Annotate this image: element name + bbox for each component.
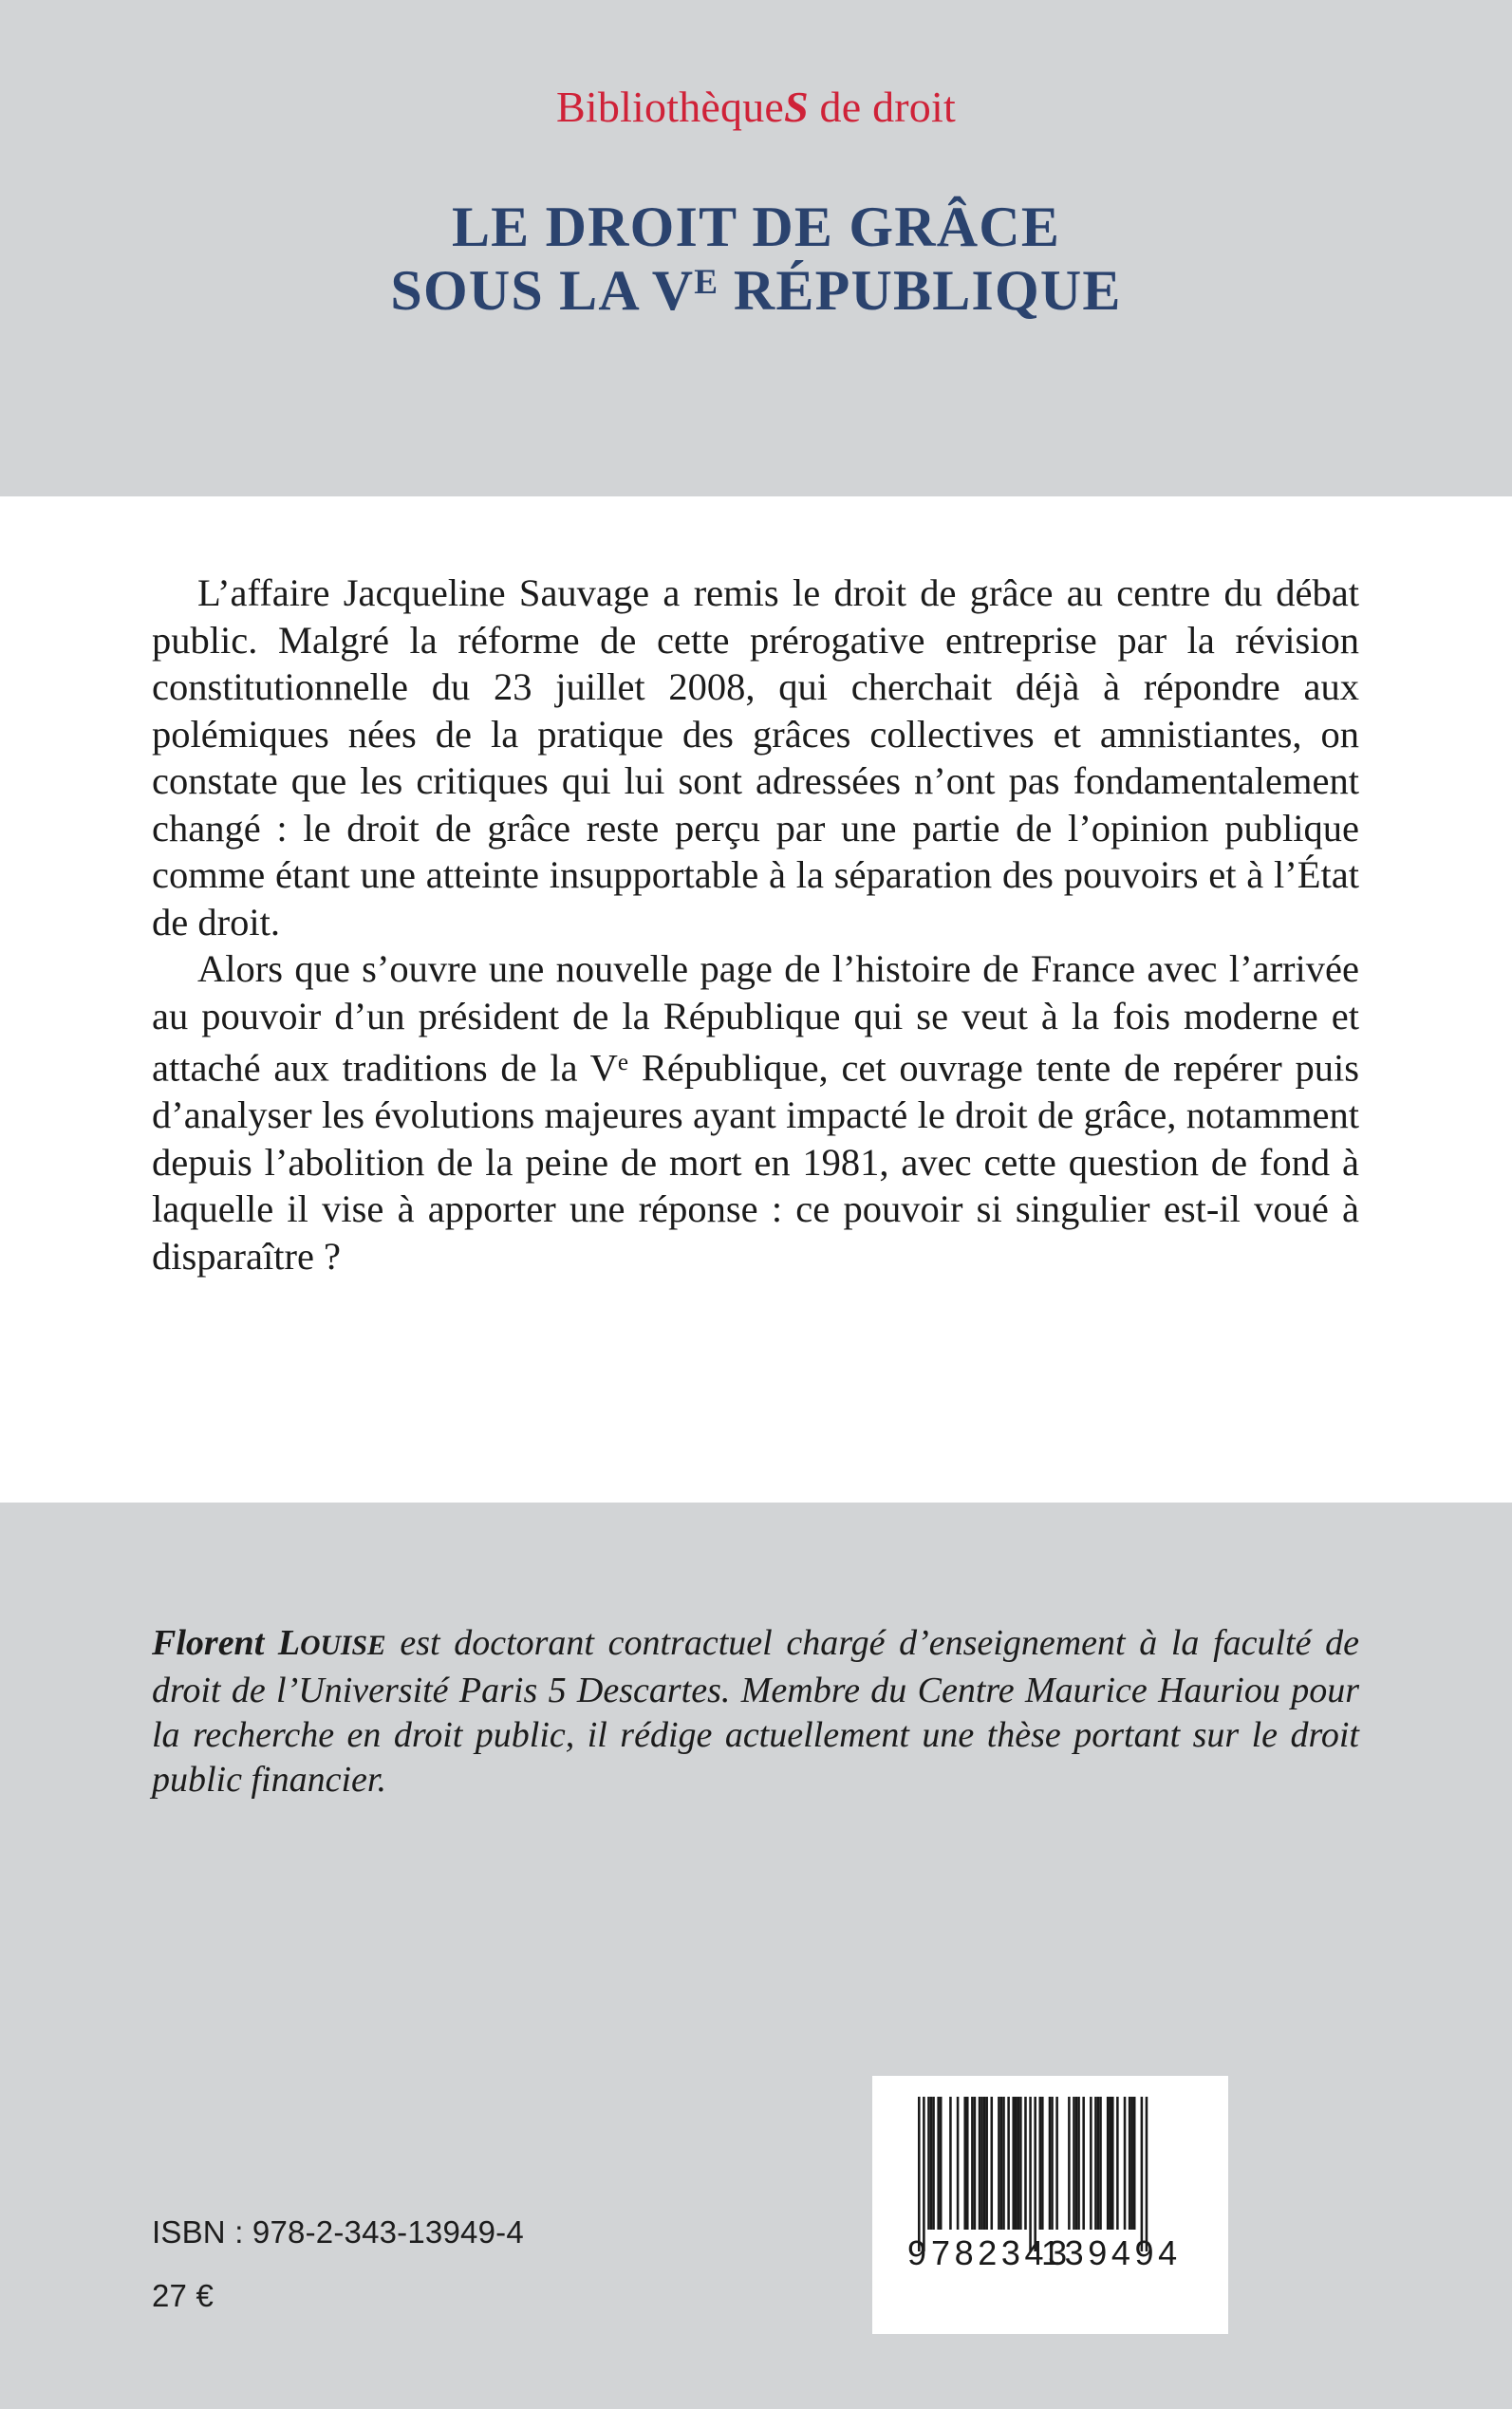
author-last-name [278, 1623, 386, 1663]
collection-italic-s: S [784, 83, 809, 131]
collection-prefix: Bibliothèque [556, 83, 785, 131]
collection-title [0, 85, 1512, 129]
barcode-lead-digit: 9 [907, 2233, 927, 2272]
blurb-ordinal-superscript: e [617, 1050, 629, 1075]
author-last-smallcaps: OUISE [300, 1631, 386, 1661]
title-ordinal-superscript: E [694, 263, 719, 303]
barcode-box [872, 2076, 1228, 2334]
barcode-left-group: 782343 [931, 2233, 1072, 2272]
blurb-paragraph-1: L’affaire Jacqueline Sauvage a remis le droit de grâce au centre du débat public. Malgré la réforme de cette prérogative entreprise par la révision constitutionnelle du 23 juillet 2008, qui cherchait déjà à répondre aux polémiques nées de la pratique des grâces collectives et amnistiantes, on constate que les critiques qui lui sont adressées n’ont pas fondamentalement changé : le droit de grâce reste perçu par une partie de l’opinion publique comme étant une atteinte insupportable à la séparation des pouvoirs et à l’État de droit. [152, 571, 1359, 943]
page-title [0, 196, 1512, 323]
blurb-text [152, 570, 1359, 1279]
barcode-right-group: 139494 [1041, 2233, 1182, 2272]
title-line-2-before: SOUS LA V [390, 259, 695, 323]
author-last-initial: L [277, 1623, 301, 1663]
blurb-paragraph-2-part-2: République, cet ouvrage tente de repérer puis d’analyser les évolutions majeures ayant impacté le droit de grâce, notamment depuis l’abolition de la peine de mort en 1981, avec cette question de fond à laquelle il vise à apporter une réponse : ce pouvoir si singulier est-il voué à disparaître ? [152, 1046, 1359, 1278]
author-first-name: Florent [152, 1623, 265, 1663]
price-text: 27 € [152, 2277, 215, 2313]
barcode [872, 2076, 1228, 2334]
author-bio-paragraph [152, 1621, 1359, 1802]
collection-suffix: de droit [808, 83, 956, 131]
isbn-text: ISBN : 978-2-343-13949-4 [152, 2214, 524, 2250]
blurb-paragraph-2 [152, 945, 1359, 1279]
title-line-1: LE DROIT DE GRÂCE [451, 196, 1061, 258]
blurb-paragraph-2-part-1: Alors que s’ouvre une nouvelle page de l’histoire de France avec l’arrivée au pouvoir d’un président de la République qui se veut à la fois moderne et attaché aux traditions de la V [152, 947, 1359, 1090]
author-bio-text: est doctorant contractuel chargé d’enseignement à la faculté de droit de l’Université Paris 5 Descartes. Membre du Centre Maurice Hauriou pour la recherche en droit public, il rédige actuellement une thèse portant sur le droit public financier. [152, 1623, 1359, 1800]
barcode-svg [872, 2076, 1228, 2334]
author-bio [152, 1621, 1359, 1802]
title-line-2 [0, 259, 1512, 323]
isbn-price-block [152, 2214, 524, 2314]
title-line-2-after: RÉPUBLIQUE [718, 259, 1122, 323]
